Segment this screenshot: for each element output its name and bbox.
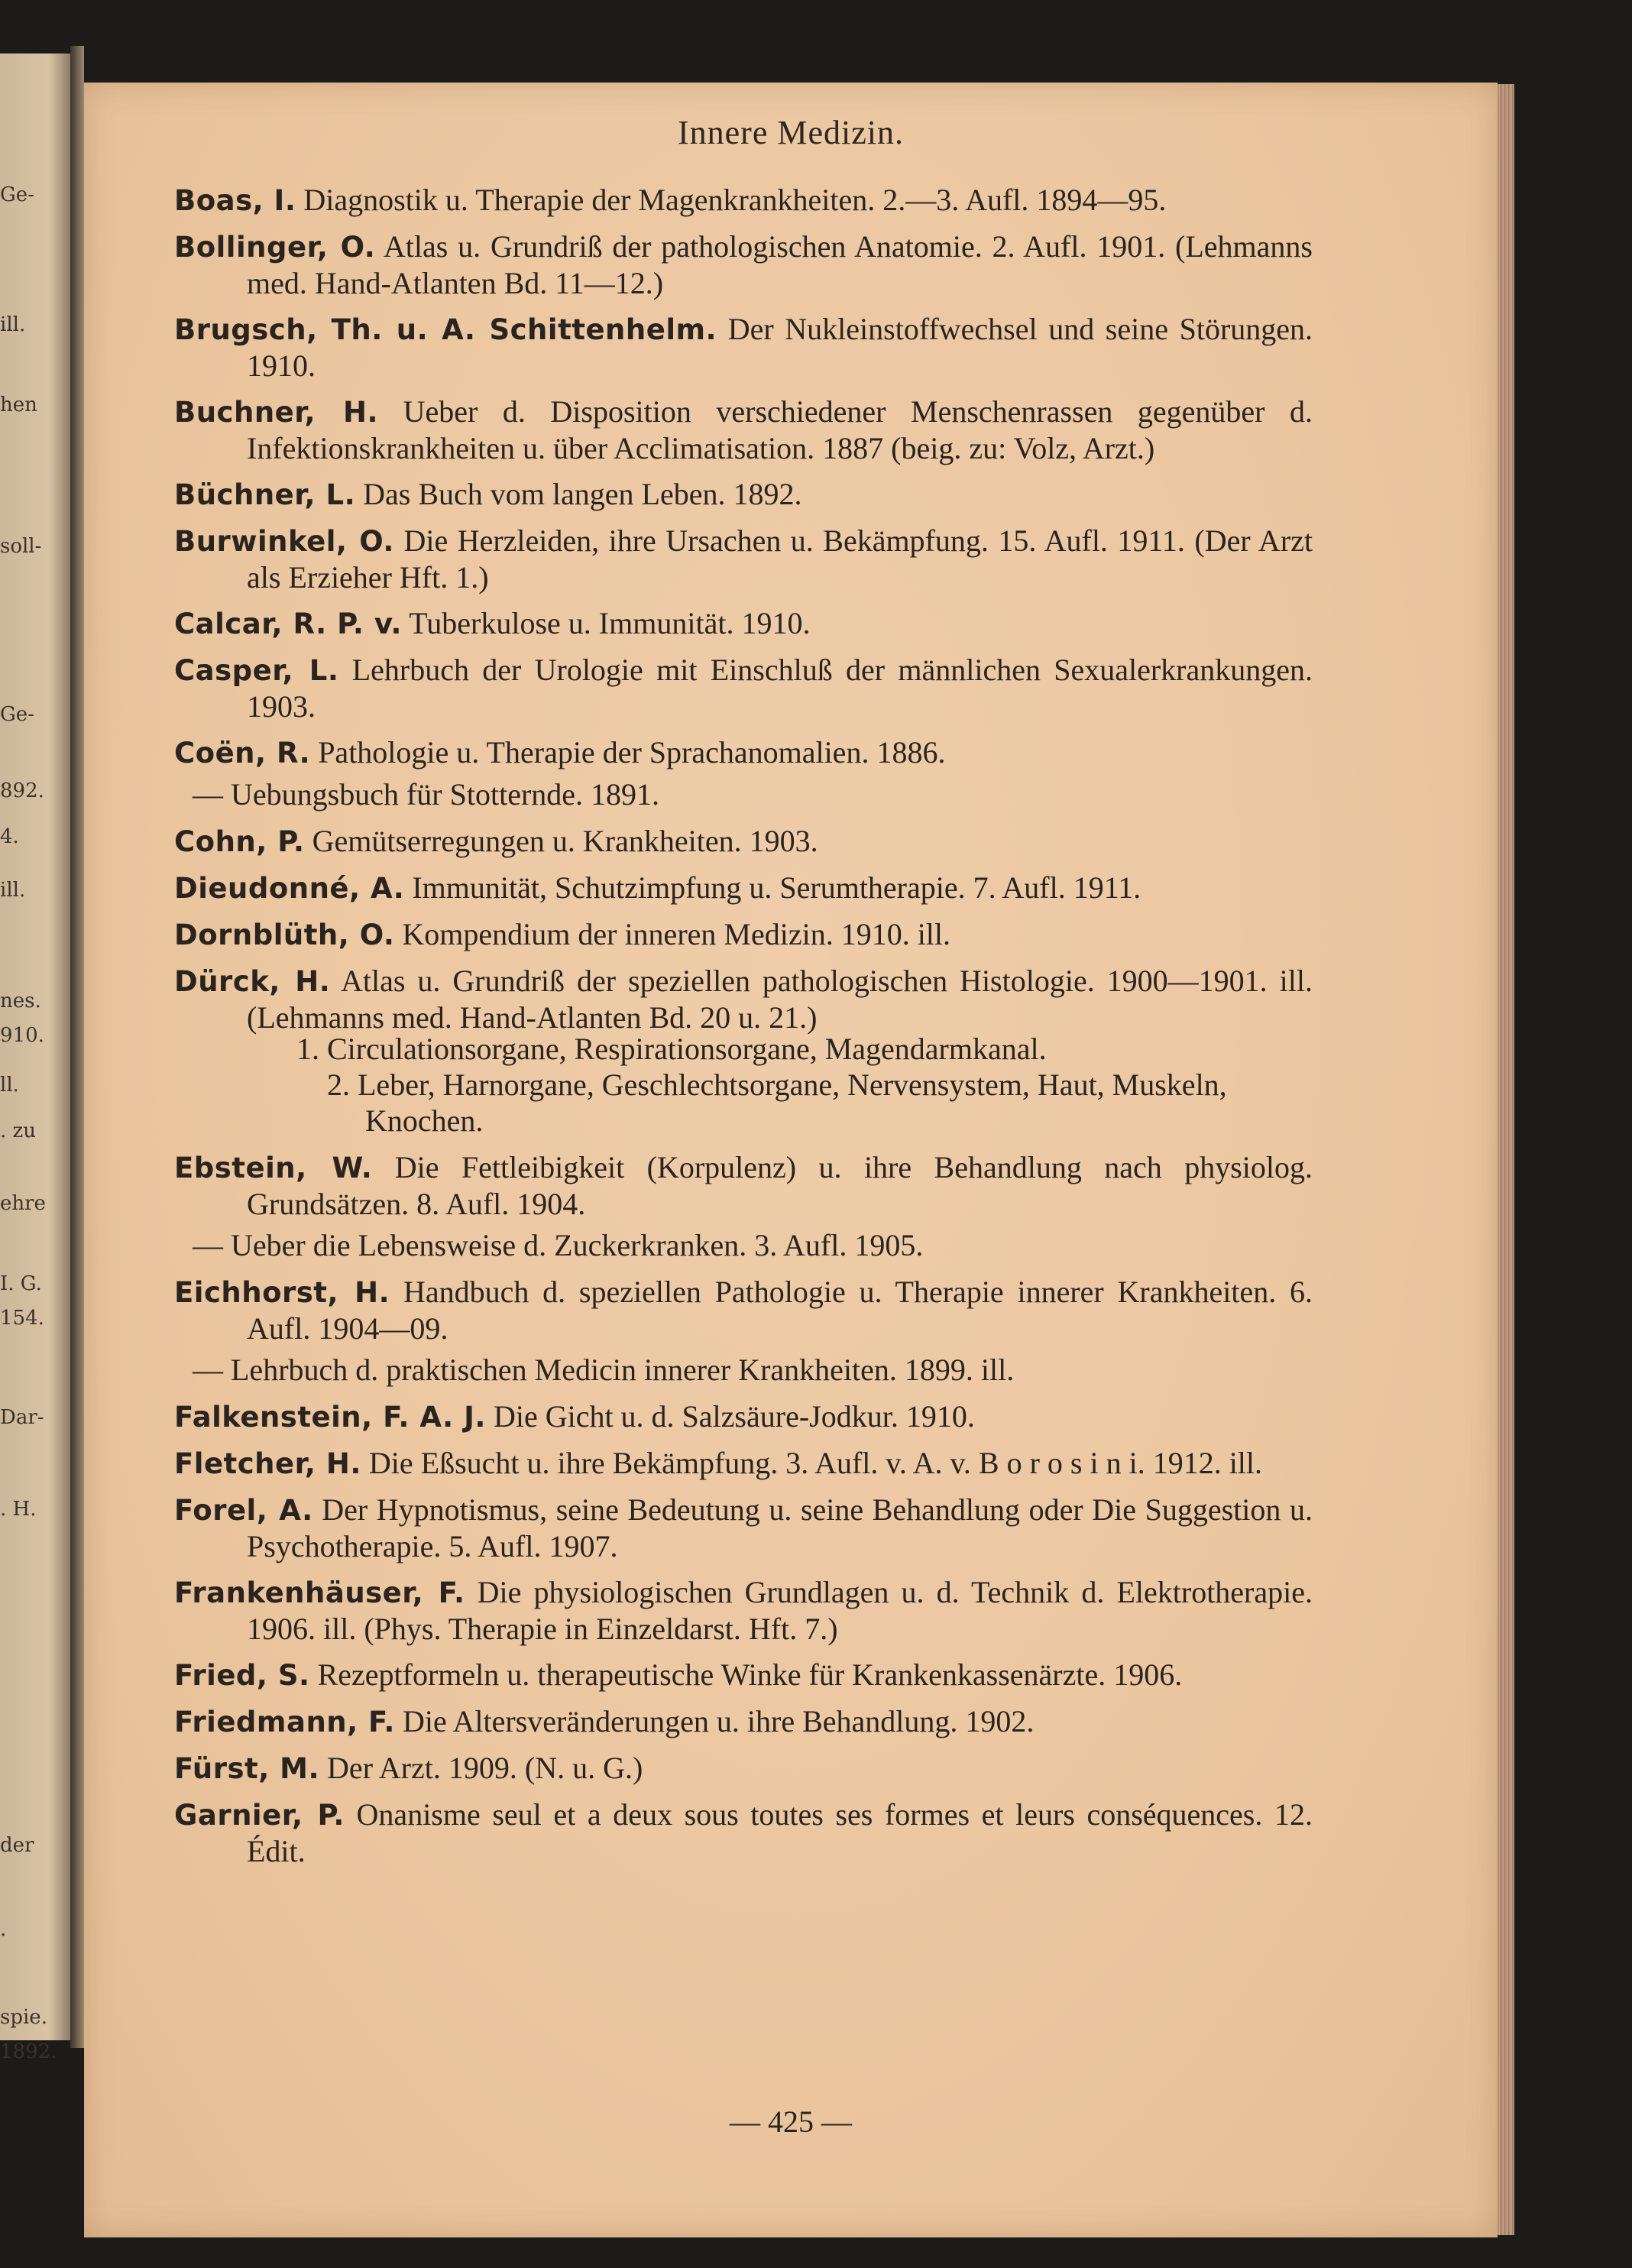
bibliography-entry [174,916,1313,953]
entry-sub-item: — Uebungsbuch für Stotternde. 1891. [193,777,660,812]
margin-fragment: 4. [0,825,19,848]
bibliography-entry [174,1703,1313,1740]
bibliography-entry [174,311,1313,384]
margin-fragment: . [0,1918,7,1941]
entry-author: Fletcher, H. [174,1447,361,1480]
entry-text: Der Nukleinstoffwechsel und seine Störungen. 1910. [247,312,1313,383]
entry-text: Ueber d. Disposition verschiedener Menschenrassen gegenüber d. Infektionskrankheiten u. über Acclimatisation. 1887 (beig. zu: Volz, Arzt.) [247,394,1313,465]
entry-volume-item: 1. Circulationsorgane, Respirationsorgane, Magendarmkanal. [296,1032,1047,1066]
bibliography-entry [174,394,1313,466]
entry-author: Fürst, M. [174,1752,320,1785]
margin-fragment: . zu [0,1119,36,1142]
entry-text: Handbuch d. speziellen Pathologie u. Therapie innerer Krankheiten. 6. Aufl. 1904—09. [247,1275,1313,1346]
entry-author: Ebstein, W. [174,1152,373,1184]
margin-fragment: der [0,1834,34,1857]
entry-author: Frankenhäuser, F. [174,1576,465,1609]
entry-volume-item: 2. Leber, Harnorgane, Geschlechtsorgane, Nervensystem, Haut, Muskeln, Knochen. [327,1068,1227,1138]
bibliography-entry [174,734,1313,771]
margin-fragment: Dar- [0,1406,44,1429]
entry-author: Brugsch, Th. u. A. Schittenhelm. [174,313,717,346]
entry-text: Die Altersveränderungen u. ihre Behandlung. 1902. [402,1704,1035,1738]
margin-fragment: 910. [0,1024,44,1047]
running-head: Innere Medizin. [678,114,904,151]
bibliography-entry [174,1797,1313,1869]
entry-author: Coën, R. [174,737,311,770]
bibliography-list [174,182,1313,1879]
entry-author: Forel, A. [174,1494,313,1527]
entry-author: Falkenstein, F. A. J. [174,1401,486,1434]
entry-text: Das Buch vom langen Leben. 1892. [363,477,802,511]
entry-author: Burwinkel, O. [174,525,394,558]
entry-author: Bollinger, O. [174,231,376,264]
margin-fragment: 1892. [0,2040,57,2063]
margin-fragment: hen [0,394,37,416]
bibliography-entry [174,1149,1313,1222]
entry-author: Fried, S. [174,1659,310,1692]
entry-text: Lehrbuch der Urologie mit Einschluß der männlichen Sexualerkrankungen. 1903. [247,653,1313,724]
entry-text: Immunität, Schutzimpfung u. Serumtherapie. 7. Aufl. 1911. [412,870,1141,905]
entry-author: Friedmann, F. [174,1706,395,1738]
entry-text: Rezeptformeln u. therapeutische Winke für Krankenkassenärzte. 1906. [317,1657,1183,1692]
entry-author: Dieudonné, A. [174,872,405,905]
entry-author: Büchner, L. [174,478,356,511]
entry-text: Pathologie u. Therapie der Sprachanomalien. 1886. [318,735,946,770]
previous-page-edge [0,53,70,2063]
bibliography-entry [174,1274,1313,1346]
entry-text: Onanisme seul et a deux sous toutes ses formes et leurs conséquences. 12. Édit. [247,1797,1313,1868]
entry-text: Die Fettleibigkeit (Korpulenz) u. ihre Behandlung nach physiolog. Grundsätzen. 8. Aufl. 1904. [247,1150,1313,1221]
bibliography-entry [174,870,1313,906]
entry-text: Diagnostik u. Therapie der Magenkrankheiten. 2.—3. Aufl. 1894—95. [303,183,1167,217]
margin-fragment: soll- [0,535,42,558]
entry-text: Der Arzt. 1909. (N. u. G.) [327,1751,643,1785]
bibliography-entry [174,1492,1313,1564]
margin-fragment: 892. [0,779,44,802]
margin-fragment: ill. [0,313,26,336]
entry-text: Die Herzleiden, ihre Ursachen u. Bekämpfung. 15. Aufl. 1911. (Der Arzt als Erzieher Hft. 1.) [247,523,1313,595]
entry-sub-item: — Lehrbuch d. praktischen Medicin innerer Krankheiten. 1899. ill. [193,1353,1015,1387]
entry-text: Gemütserregungen u. Krankheiten. 1903. [312,824,818,858]
entry-author: Calcar, R. P. v. [174,608,402,640]
bibliography-entry [174,476,1313,513]
entry-sub-item: — Ueber die Lebensweise d. Zuckerkranken. 3. Aufl. 1905. [193,1228,924,1262]
bibliography-entry [174,1398,1313,1435]
entry-text: Atlas u. Grundriß der pathologischen Anatomie. 2. Aufl. 1901. (Lehmanns med. Hand-Atlanten Bd. 11—12.) [247,229,1313,300]
entry-text: Der Hypnotismus, seine Bedeutung u. seine Behandlung oder Die Suggestion u. Psychotherapie. 5. Aufl. 1907. [247,1492,1313,1563]
margin-fragment: ill. [0,879,26,902]
margin-fragment: spie. [0,2006,47,2029]
book-page [84,83,1498,2237]
bibliography-entry [174,228,1313,301]
entry-author: Garnier, P. [174,1799,345,1832]
margin-fragment: Ge- [0,183,34,206]
bibliography-entry [174,182,1313,219]
entry-author: Cohn, P. [174,825,305,858]
margin-fragment: nes. [0,990,41,1013]
entry-text: Atlas u. Grundriß der speziellen pathologischen Histologie. 1900—1901. ill. (Lehmanns med. Hand-Atlanten Bd. 20 u. 21.) [247,964,1313,1035]
bibliography-entry [174,1574,1313,1647]
entry-author: Buchner, H. [174,396,379,429]
page-number: — 425 — [730,2104,852,2139]
bibliography-entry [174,1657,1313,1693]
bibliography-entry [174,963,1313,1035]
bibliography-entry [174,652,1313,724]
entry-author: Boas, I. [174,184,296,217]
margin-fragment: I. G. [0,1272,42,1295]
margin-fragment: 154. [0,1307,44,1330]
entry-text: Die Gicht u. d. Salzsäure-Jodkur. 1910. [493,1399,975,1434]
entry-text: Tuberkulose u. Immunität. 1910. [409,606,811,640]
bibliography-entry [174,823,1313,860]
entry-text: Die Eßsucht u. ihre Bekämpfung. 3. Aufl. v. A. v. B o r o s i n i. 1912. ill. [368,1446,1263,1480]
bibliography-entry [174,1750,1313,1787]
margin-fragment: Ge- [0,703,34,726]
bibliography-entry [174,605,1313,642]
margin-fragment: . H. [0,1498,37,1521]
entry-author: Eichhorst, H. [174,1276,390,1309]
entry-text: Die physiologischen Grundlagen u. d. Technik d. Elektrotherapie. 1906. ill. (Phys. Therapie in Einzeldarst. Hft. 7.) [247,1575,1313,1646]
book-gutter [70,46,84,2048]
entry-author: Dürck, H. [174,965,331,998]
bibliography-entry [174,1445,1313,1482]
margin-fragment: ehre [0,1192,46,1215]
bibliography-entry [174,523,1313,595]
entry-author: Casper, L. [174,654,339,687]
entry-author: Dornblüth, O. [174,919,395,951]
margin-fragment: ll. [0,1074,19,1097]
entry-text: Kompendium der inneren Medizin. 1910. ill. [402,917,951,951]
